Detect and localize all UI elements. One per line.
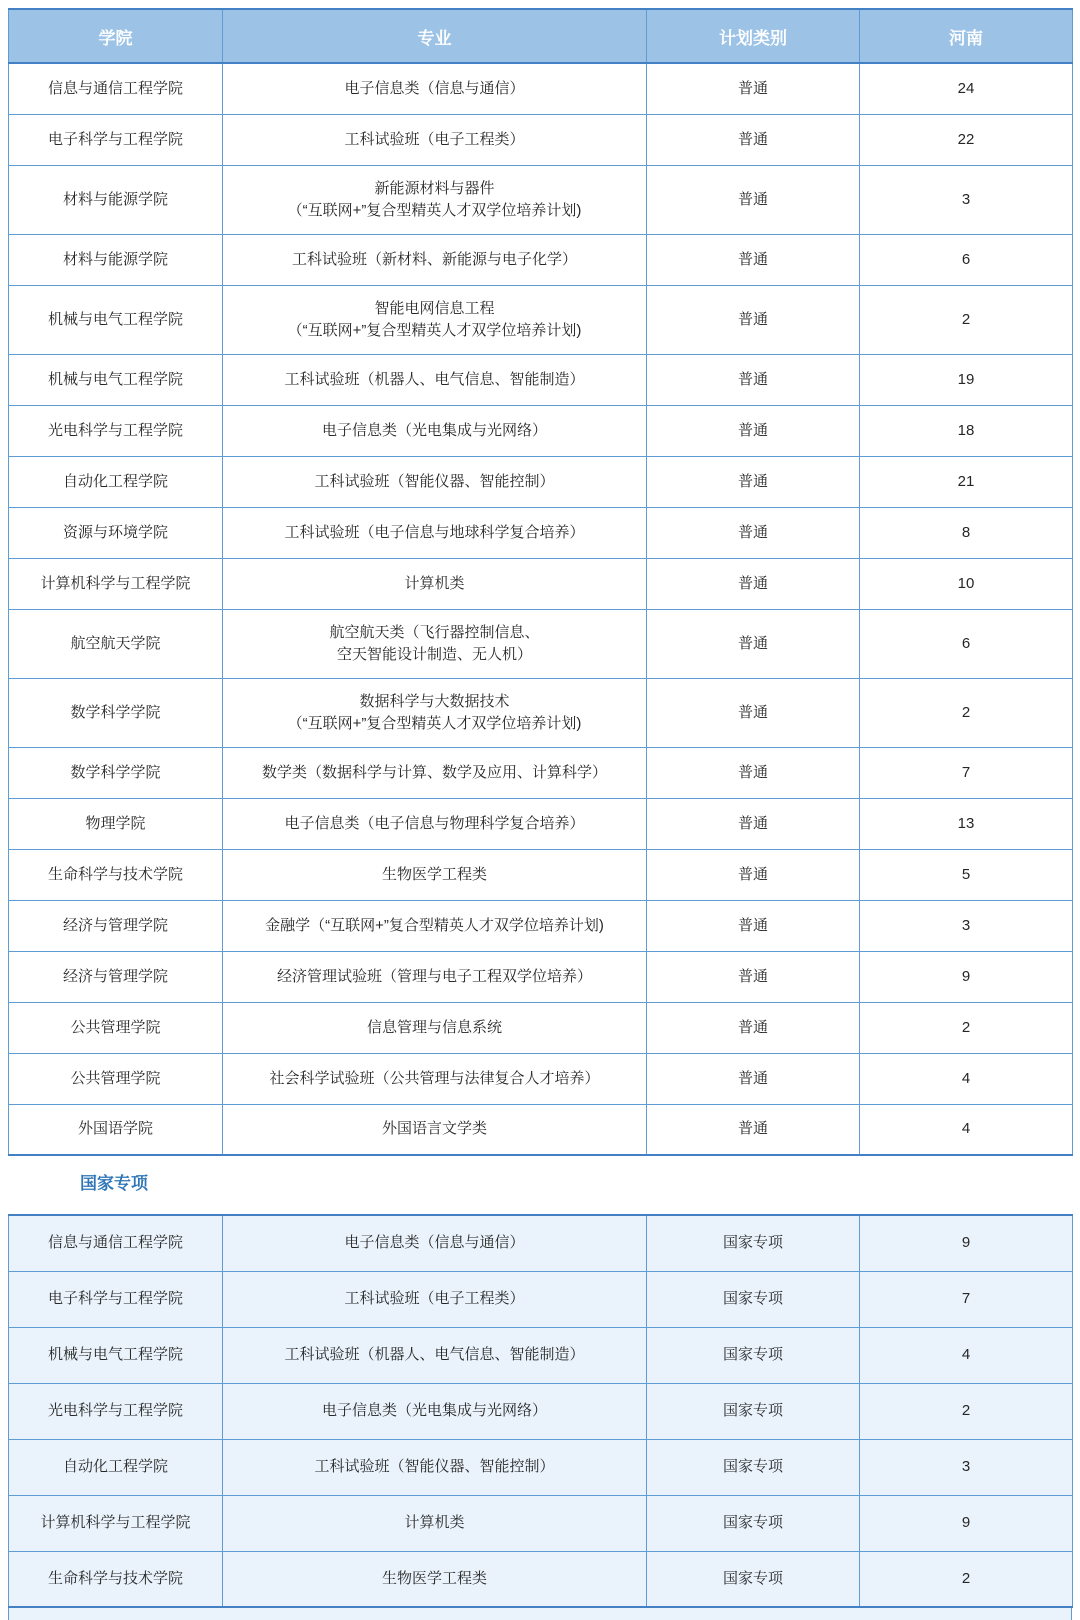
major-cell: 工科试验班（电子信息与地球科学复合培养） xyxy=(223,507,647,558)
header-college: 学院 xyxy=(9,9,223,63)
college-cell: 光电科学与工程学院 xyxy=(9,1383,223,1439)
quota-cell: 2 xyxy=(860,1002,1073,1053)
college-cell: 物理学院 xyxy=(9,798,223,849)
table-row xyxy=(9,1439,1073,1495)
college-cell: 机械与电气工程学院 xyxy=(9,1327,223,1383)
major-cell: 航空航天类（飞行器控制信息、 空天智能设计制造、无人机） xyxy=(223,609,647,678)
major-cell: 电子信息类（信息与通信） xyxy=(223,63,647,114)
header-major: 专业 xyxy=(223,9,647,63)
table-row xyxy=(9,354,1073,405)
college-cell: 生命科学与技术学院 xyxy=(9,1551,223,1607)
quota-cell: 13 xyxy=(860,798,1073,849)
category-cell: 普通 xyxy=(647,1053,860,1104)
category-cell: 普通 xyxy=(647,747,860,798)
college-cell: 信息与通信工程学院 xyxy=(9,63,223,114)
quota-cell: 9 xyxy=(860,951,1073,1002)
header-row xyxy=(9,9,1073,63)
category-cell: 普通 xyxy=(647,1104,860,1155)
table-row xyxy=(9,165,1073,234)
table-row xyxy=(9,849,1073,900)
section-label-national: 国家专项 xyxy=(80,1174,148,1193)
header-henan: 河南 xyxy=(860,9,1073,63)
quota-cell: 19 xyxy=(860,354,1073,405)
major-cell: 社会科学试验班（公共管理与法律复合人才培养） xyxy=(223,1053,647,1104)
table-row xyxy=(9,1271,1073,1327)
category-cell: 国家专项 xyxy=(647,1383,860,1439)
category-cell: 普通 xyxy=(647,609,860,678)
national-plan-table xyxy=(8,1214,1073,1608)
category-cell: 国家专项 xyxy=(647,1271,860,1327)
general-plan-rows xyxy=(9,63,1073,1155)
major-cell: 生物医学工程类 xyxy=(223,849,647,900)
category-cell: 国家专项 xyxy=(647,1551,860,1607)
major-cell: 电子信息类（信息与通信） xyxy=(223,1215,647,1271)
category-cell: 普通 xyxy=(647,951,860,1002)
quota-cell: 10 xyxy=(860,558,1073,609)
category-cell: 普通 xyxy=(647,114,860,165)
major-cell: 工科试验班（新材料、新能源与电子化学） xyxy=(223,234,647,285)
major-cell: 外国语言文学类 xyxy=(223,1104,647,1155)
college-cell: 自动化工程学院 xyxy=(9,1439,223,1495)
major-cell: 工科试验班（机器人、电气信息、智能制造） xyxy=(223,354,647,405)
category-cell: 国家专项 xyxy=(647,1215,860,1271)
major-cell: 智能电网信息工程 （“互联网+”复合型精英人才双学位培养计划) xyxy=(223,285,647,354)
major-cell: 电子信息类（光电集成与光网络） xyxy=(223,1383,647,1439)
college-cell: 生命科学与技术学院 xyxy=(9,849,223,900)
college-cell: 公共管理学院 xyxy=(9,1002,223,1053)
category-cell: 普通 xyxy=(647,405,860,456)
table-row xyxy=(9,798,1073,849)
category-cell: 国家专项 xyxy=(647,1439,860,1495)
quota-cell: 6 xyxy=(860,234,1073,285)
category-cell: 普通 xyxy=(647,798,860,849)
college-cell: 材料与能源学院 xyxy=(9,165,223,234)
quota-cell: 4 xyxy=(860,1053,1073,1104)
college-cell: 电子科学与工程学院 xyxy=(9,114,223,165)
college-cell: 机械与电气工程学院 xyxy=(9,354,223,405)
category-cell: 国家专项 xyxy=(647,1327,860,1383)
college-cell: 数学科学学院 xyxy=(9,747,223,798)
table-header xyxy=(9,9,1073,63)
category-cell: 普通 xyxy=(647,234,860,285)
national-plan-rows xyxy=(9,1215,1073,1607)
cutoff-next-row xyxy=(8,1608,1072,1620)
quota-cell: 22 xyxy=(860,114,1073,165)
table-row xyxy=(9,747,1073,798)
table-row xyxy=(9,405,1073,456)
category-cell: 普通 xyxy=(647,165,860,234)
quota-cell: 24 xyxy=(860,63,1073,114)
table-row xyxy=(9,609,1073,678)
table-row xyxy=(9,1002,1073,1053)
college-cell: 电子科学与工程学院 xyxy=(9,1271,223,1327)
category-cell: 普通 xyxy=(647,678,860,747)
quota-cell: 3 xyxy=(860,900,1073,951)
college-cell: 外国语学院 xyxy=(9,1104,223,1155)
major-cell: 数据科学与大数据技术 （“互联网+”复合型精英人才双学位培养计划) xyxy=(223,678,647,747)
major-cell: 计算机类 xyxy=(223,1495,647,1551)
major-cell: 电子信息类（光电集成与光网络） xyxy=(223,405,647,456)
quota-cell: 5 xyxy=(860,849,1073,900)
quota-cell: 4 xyxy=(860,1327,1073,1383)
quota-cell: 7 xyxy=(860,1271,1073,1327)
major-cell: 工科试验班（智能仪器、智能控制） xyxy=(223,1439,647,1495)
category-cell: 普通 xyxy=(647,354,860,405)
table-row xyxy=(9,1551,1073,1607)
category-cell: 普通 xyxy=(647,849,860,900)
category-cell: 普通 xyxy=(647,1002,860,1053)
quota-cell: 2 xyxy=(860,678,1073,747)
college-cell: 材料与能源学院 xyxy=(9,234,223,285)
general-plan-table xyxy=(8,8,1073,1156)
table-row xyxy=(9,678,1073,747)
quota-cell: 2 xyxy=(860,1383,1073,1439)
major-cell: 工科试验班（电子工程类） xyxy=(223,114,647,165)
table-row xyxy=(9,1495,1073,1551)
quota-cell: 3 xyxy=(860,1439,1073,1495)
quota-cell: 7 xyxy=(860,747,1073,798)
major-cell: 信息管理与信息系统 xyxy=(223,1002,647,1053)
major-cell: 工科试验班（机器人、电气信息、智能制造） xyxy=(223,1327,647,1383)
table-row xyxy=(9,900,1073,951)
college-cell: 机械与电气工程学院 xyxy=(9,285,223,354)
table-row xyxy=(9,456,1073,507)
table-row xyxy=(9,558,1073,609)
category-cell: 普通 xyxy=(647,456,860,507)
header-plan-category: 计划类别 xyxy=(647,9,860,63)
college-cell: 资源与环境学院 xyxy=(9,507,223,558)
major-cell: 数学类（数据科学与计算、数学及应用、计算科学） xyxy=(223,747,647,798)
table-row xyxy=(9,1104,1073,1155)
college-cell: 经济与管理学院 xyxy=(9,951,223,1002)
quota-cell: 18 xyxy=(860,405,1073,456)
quota-cell: 2 xyxy=(860,1551,1073,1607)
table-row xyxy=(9,507,1073,558)
college-cell: 公共管理学院 xyxy=(9,1053,223,1104)
college-cell: 信息与通信工程学院 xyxy=(9,1215,223,1271)
table-row xyxy=(9,234,1073,285)
table-row xyxy=(9,1383,1073,1439)
table-row xyxy=(9,951,1073,1002)
quota-cell: 6 xyxy=(860,609,1073,678)
college-cell: 自动化工程学院 xyxy=(9,456,223,507)
college-cell: 航空航天学院 xyxy=(9,609,223,678)
college-cell: 数学科学学院 xyxy=(9,678,223,747)
college-cell: 光电科学与工程学院 xyxy=(9,405,223,456)
major-cell: 生物医学工程类 xyxy=(223,1551,647,1607)
major-cell: 电子信息类（电子信息与物理科学复合培养） xyxy=(223,798,647,849)
major-cell: 金融学（“互联网+”复合型精英人才双学位培养计划) xyxy=(223,900,647,951)
college-cell: 计算机科学与工程学院 xyxy=(9,558,223,609)
category-cell: 普通 xyxy=(647,507,860,558)
quota-cell: 9 xyxy=(860,1495,1073,1551)
table-row xyxy=(9,1327,1073,1383)
college-cell: 计算机科学与工程学院 xyxy=(9,1495,223,1551)
category-cell: 普通 xyxy=(647,63,860,114)
quota-cell: 2 xyxy=(860,285,1073,354)
category-cell: 国家专项 xyxy=(647,1495,860,1551)
major-cell: 计算机类 xyxy=(223,558,647,609)
table-row xyxy=(9,1053,1073,1104)
category-cell: 普通 xyxy=(647,900,860,951)
quota-cell: 9 xyxy=(860,1215,1073,1271)
major-cell: 新能源材料与器件 （“互联网+”复合型精英人才双学位培养计划) xyxy=(223,165,647,234)
major-cell: 工科试验班（电子工程类） xyxy=(223,1271,647,1327)
quota-cell: 4 xyxy=(860,1104,1073,1155)
major-cell: 经济管理试验班（管理与电子工程双学位培养） xyxy=(223,951,647,1002)
table-row xyxy=(9,285,1073,354)
category-cell: 普通 xyxy=(647,285,860,354)
category-cell: 普通 xyxy=(647,558,860,609)
college-cell: 经济与管理学院 xyxy=(9,900,223,951)
quota-cell: 21 xyxy=(860,456,1073,507)
table-row xyxy=(9,114,1073,165)
major-cell: 工科试验班（智能仪器、智能控制） xyxy=(223,456,647,507)
table-row xyxy=(9,1215,1073,1271)
table-row xyxy=(9,63,1073,114)
quota-cell: 8 xyxy=(860,507,1073,558)
quota-cell: 3 xyxy=(860,165,1073,234)
